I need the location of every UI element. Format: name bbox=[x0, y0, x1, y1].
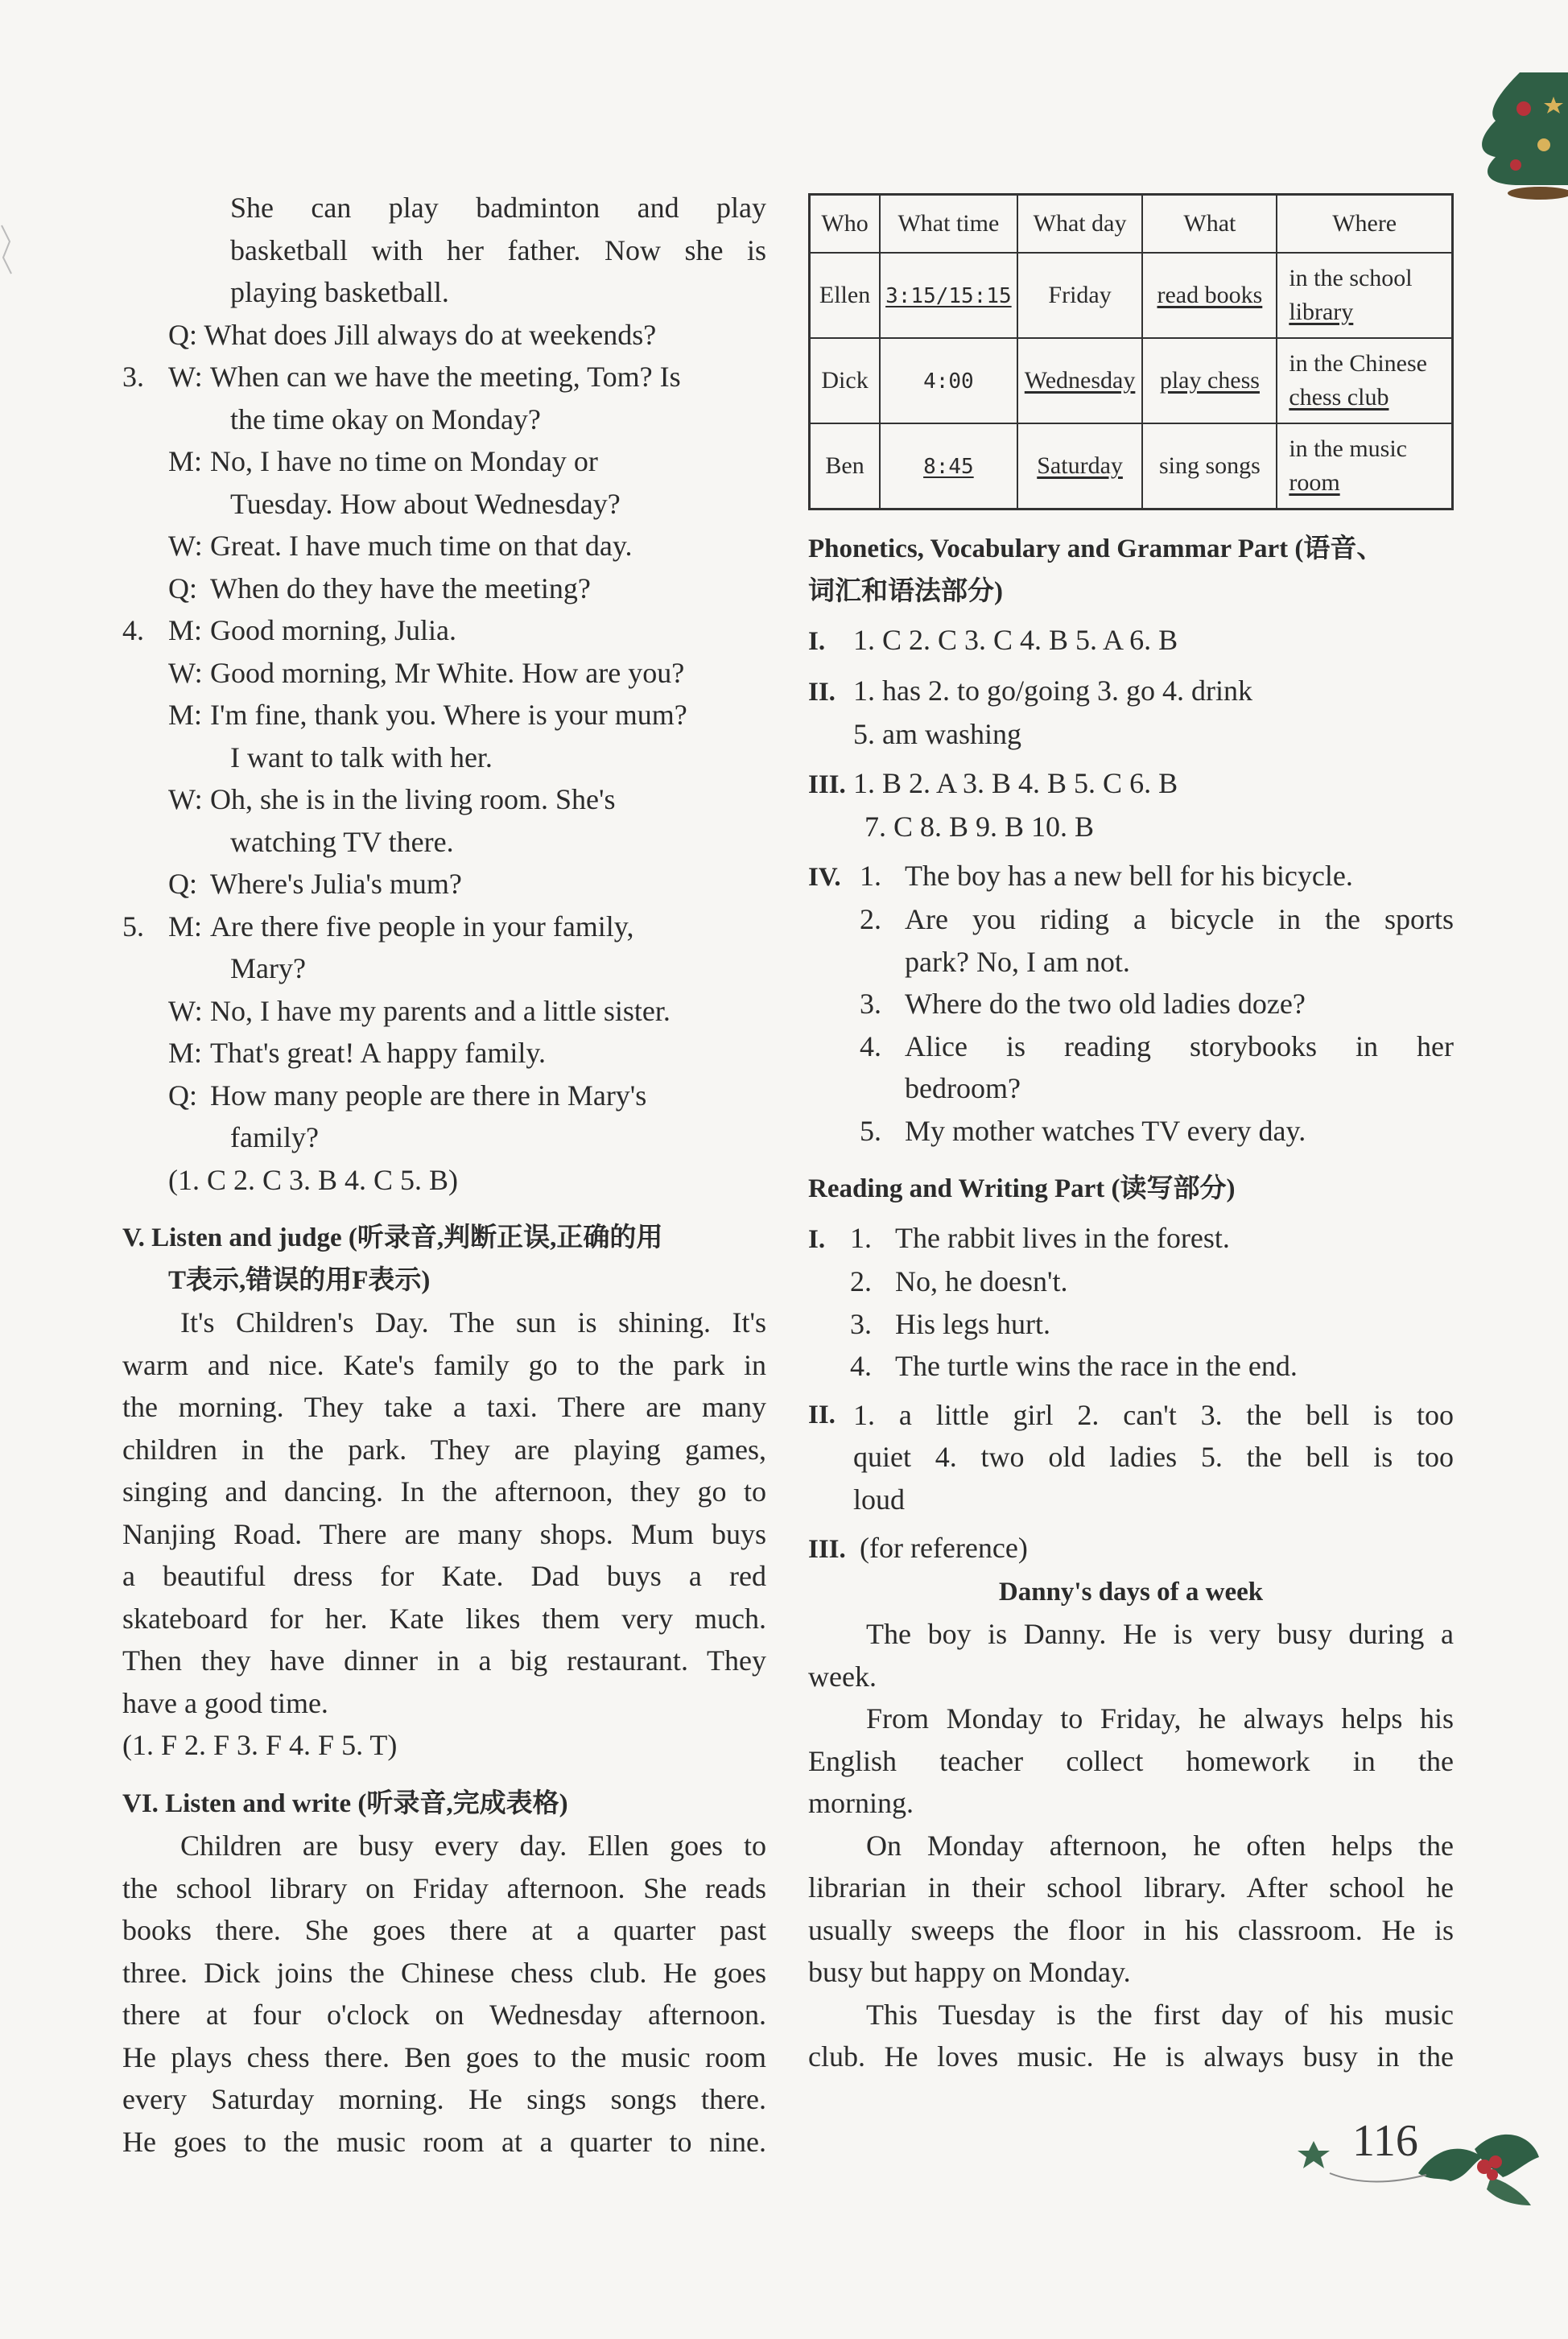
where-line: library bbox=[1289, 299, 1354, 325]
section-heading: VI. Listen and write (听录音,完成表格) bbox=[122, 1788, 568, 1818]
text-line: singing and dancing. In the afternoon, they go to bbox=[122, 1475, 766, 1508]
table-cell: Ellen bbox=[810, 253, 881, 338]
answer-line: 1. C 2. C 3. C 4. B 5. A 6. B bbox=[853, 624, 1178, 656]
table-header-cell: Where bbox=[1277, 195, 1452, 254]
table-cell bbox=[1142, 253, 1277, 338]
item-number: 2. bbox=[860, 903, 881, 935]
right-column bbox=[808, 193, 1454, 2078]
item-number: 2. bbox=[850, 1265, 872, 1297]
section-phonetics-vocab-grammar bbox=[808, 528, 1454, 1152]
section-v bbox=[122, 1217, 766, 1767]
essay-line: week. bbox=[808, 1660, 877, 1693]
table-cell bbox=[1017, 423, 1143, 509]
table-cell bbox=[880, 253, 1017, 338]
speaker-label: M: bbox=[168, 699, 203, 731]
page-fold-mark-icon bbox=[0, 217, 16, 290]
table-header-row bbox=[810, 195, 1453, 254]
answer-line: Are you riding a bicycle in the sports bbox=[905, 903, 1454, 935]
page-number-badge bbox=[1298, 2101, 1555, 2213]
section-heading: Reading and Writing Part (读写部分) bbox=[808, 1174, 1236, 1203]
dialogue-5 bbox=[122, 905, 766, 1159]
table-cell bbox=[1142, 338, 1277, 423]
answer-day: Wednesday bbox=[1024, 367, 1136, 394]
answer-line: My mother watches TV every day. bbox=[905, 1114, 1306, 1147]
text-line: Mary? bbox=[230, 952, 306, 984]
table-cell: Ben bbox=[810, 423, 881, 509]
text-line: No, I have no time on Monday or bbox=[210, 445, 598, 477]
section-heading: V. Listen and judge (听录音,判断正误,正确的用 bbox=[122, 1223, 663, 1252]
item-number: 3. bbox=[860, 988, 881, 1020]
speaker-label: M: bbox=[168, 1037, 203, 1069]
answer-line: The turtle wins the race in the end. bbox=[895, 1350, 1298, 1382]
table-row bbox=[810, 253, 1453, 338]
answer-line: 7. C 8. B 9. B 10. B bbox=[864, 811, 1095, 843]
table-row bbox=[810, 423, 1453, 509]
item-number: 4. bbox=[860, 1029, 881, 1062]
table-cell bbox=[1277, 253, 1452, 338]
text-line: Good morning, Mr White. How are you? bbox=[210, 656, 685, 689]
essay-line: morning. bbox=[808, 1787, 914, 1819]
speaker-label: M: bbox=[168, 614, 203, 646]
text-line: books there. She goes there at a quarter past bbox=[122, 1914, 766, 1946]
text-line: children in the park. They are playing games, bbox=[122, 1433, 766, 1466]
item-number: 3. bbox=[850, 1307, 872, 1340]
table-header-cell: What time bbox=[880, 195, 1017, 254]
item-number: 4. bbox=[850, 1350, 872, 1382]
item-number: 1. bbox=[860, 859, 881, 892]
speaker-label: Q: bbox=[168, 1079, 197, 1112]
text-line: have a good time. bbox=[122, 1686, 328, 1719]
table-cell bbox=[880, 423, 1017, 509]
text-line: playing basketball. bbox=[230, 276, 449, 308]
table-cell bbox=[1277, 423, 1452, 509]
answer-line: quiet 4. two old ladies 5. the bell is too bbox=[853, 1441, 1454, 1473]
part-label: I. bbox=[808, 1224, 826, 1254]
text-line: Where's Julia's mum? bbox=[210, 868, 462, 900]
essay-line: This Tuesday is the first day of his music bbox=[866, 1998, 1454, 2031]
table-cell bbox=[880, 338, 1017, 423]
speaker-label: M: bbox=[168, 910, 203, 943]
table-header-cell: What bbox=[1142, 195, 1277, 254]
answer-activity: read books bbox=[1157, 282, 1263, 308]
where-line: room bbox=[1289, 469, 1340, 496]
text-line: skateboard for her. Kate likes them very much. bbox=[122, 1602, 766, 1635]
answer-line: No, he doesn't. bbox=[895, 1265, 1068, 1297]
text-line: Then they have dinner in a big restaurant. They bbox=[122, 1644, 766, 1677]
item-number: 5. bbox=[122, 910, 144, 943]
table-cell: Friday bbox=[1017, 253, 1143, 338]
answer-time: 3:15/15:15 bbox=[885, 283, 1012, 308]
answer-line: bedroom? bbox=[905, 1072, 1021, 1104]
speaker-label: Q: bbox=[168, 571, 197, 604]
table-cell bbox=[1277, 338, 1452, 423]
table-cell: sing songs bbox=[1142, 423, 1277, 509]
text-line: When do they have the meeting? bbox=[210, 571, 591, 604]
answer-line: park? No, I am not. bbox=[905, 945, 1130, 978]
where-line: in the Chinese bbox=[1289, 350, 1427, 377]
item-number: 1. bbox=[850, 1221, 872, 1254]
section-reading-writing bbox=[808, 1168, 1454, 2078]
answer-note: (for reference) bbox=[860, 1532, 1028, 1564]
answer-line: Where do the two old ladies doze? bbox=[905, 988, 1306, 1020]
speaker-label: M: bbox=[168, 445, 203, 477]
text-line: Oh, she is in the living room. She's bbox=[210, 783, 616, 815]
answer-key-iv: (1. C 2. C 3. B 4. C 5. B) bbox=[168, 1163, 459, 1196]
text-line: warm and nice. Kate's family go to the park in bbox=[122, 1348, 766, 1381]
section-heading: 词汇和语法部分) bbox=[808, 576, 1003, 606]
text-line: the morning. They take a taxi. There are many bbox=[122, 1391, 766, 1423]
schedule-table bbox=[808, 193, 1454, 510]
table-row bbox=[810, 338, 1453, 423]
holly-decoration-icon bbox=[1298, 2101, 1555, 2213]
part-label: II. bbox=[808, 1400, 836, 1429]
dialogue-3 bbox=[122, 356, 766, 609]
speaker-label: Q: bbox=[168, 868, 197, 900]
answer-activity: play chess bbox=[1159, 367, 1260, 394]
text-line: I want to talk with her. bbox=[230, 740, 493, 773]
speaker-label: W: bbox=[168, 994, 203, 1027]
text-line: I'm fine, thank you. Where is your mum? bbox=[210, 699, 687, 731]
item-number: 4. bbox=[122, 614, 144, 646]
dialogue-4 bbox=[122, 609, 766, 905]
essay-title: Danny's days of a week bbox=[998, 1577, 1264, 1607]
speaker-label: W: bbox=[168, 783, 203, 815]
essay-line: usually sweeps the floor in his classroom. He is bbox=[808, 1913, 1454, 1946]
table-header-cell: Who bbox=[810, 195, 881, 254]
text-line: Children are busy every day. Ellen goes to bbox=[180, 1830, 766, 1862]
answer-time: 8:45 bbox=[923, 454, 974, 479]
text-line: She can play badminton and play bbox=[230, 192, 766, 224]
text-line: When can we have the meeting, Tom? Is bbox=[210, 361, 681, 393]
question-2: Q: What does Jill always do at weekends? bbox=[168, 318, 657, 351]
text-line: That's great! A happy family. bbox=[210, 1037, 547, 1069]
christmas-tree-decoration-icon bbox=[1463, 64, 1568, 209]
speaker-label: W: bbox=[168, 656, 203, 689]
answer-line: The boy has a new bell for his bicycle. bbox=[905, 859, 1353, 892]
answer-line: 1. a little girl 2. can't 3. the bell is too bbox=[853, 1398, 1454, 1431]
text-line: basketball with her father. Now she is bbox=[230, 233, 766, 266]
answer-line: The rabbit lives in the forest. bbox=[895, 1221, 1230, 1254]
left-column bbox=[122, 187, 766, 2163]
text-line: there at four o'clock on Wednesday afternoon. bbox=[122, 1999, 766, 2031]
text-line: He goes to the music room at a quarter to nine. bbox=[122, 2125, 766, 2158]
answer-line: 5. am washing bbox=[853, 718, 1021, 750]
text-line: Good morning, Julia. bbox=[210, 614, 456, 646]
part-label: IV. bbox=[808, 862, 841, 892]
answer-line: loud bbox=[853, 1483, 906, 1516]
text-line: watching TV there. bbox=[230, 825, 454, 858]
part-label: III. bbox=[808, 1535, 846, 1564]
essay-line: From Monday to Friday, he always helps his bbox=[866, 1702, 1454, 1735]
essay-line: club. He loves music. He is always busy in the bbox=[808, 2040, 1454, 2073]
item-number: 5. bbox=[860, 1114, 881, 1147]
text-line: every Saturday morning. He sings songs there. bbox=[122, 2083, 766, 2115]
answer-day: Saturday bbox=[1037, 452, 1123, 479]
essay-line: busy but happy on Monday. bbox=[808, 1956, 1131, 1988]
answer-line: 1. B 2. A 3. B 4. B 5. C 6. B bbox=[853, 766, 1178, 799]
where-line: chess club bbox=[1289, 384, 1389, 410]
part-label: II. bbox=[808, 677, 836, 707]
text-line: a beautiful dress for Kate. Dad buys a red bbox=[122, 1560, 766, 1592]
section-vi bbox=[122, 1783, 766, 2164]
text-line: Nanjing Road. There are many shops. Mum buys bbox=[122, 1517, 766, 1550]
text-line: He plays chess there. Ben goes to the music room bbox=[122, 2040, 766, 2073]
text-line: the school library on Friday afternoon. She reads bbox=[122, 1871, 766, 1904]
answer-key-v: (1. F 2. F 3. F 4. F 5. T) bbox=[122, 1729, 398, 1761]
text-line: the time okay on Monday? bbox=[230, 402, 541, 435]
text-line: Are there five people in your family, bbox=[210, 910, 634, 943]
answer-line: 1. has 2. to go/going 3. go 4. drink bbox=[853, 674, 1252, 707]
answer-time: 4:00 bbox=[923, 369, 974, 394]
text-line: It's Children's Day. The sun is shining. It's bbox=[180, 1306, 766, 1339]
text-line: Tuesday. How about Wednesday? bbox=[230, 487, 621, 520]
table-header-cell: What day bbox=[1017, 195, 1143, 254]
speaker-label: W: bbox=[168, 530, 203, 562]
section-heading: T表示,错误的用F表示) bbox=[168, 1265, 431, 1295]
text-line: No, I have my parents and a little sister. bbox=[210, 994, 671, 1027]
answer-line: His legs hurt. bbox=[895, 1307, 1050, 1340]
table-cell: Dick bbox=[810, 338, 881, 423]
dialogue-2-continued bbox=[122, 187, 766, 314]
text-line: family? bbox=[230, 1121, 319, 1153]
speaker-label: W: bbox=[168, 361, 203, 393]
essay-line: English teacher collect homework in the bbox=[808, 1744, 1454, 1777]
part-label: III. bbox=[808, 769, 846, 799]
where-line: in the school bbox=[1289, 265, 1413, 291]
answer-line: Alice is reading storybooks in her bbox=[905, 1029, 1454, 1062]
text-line: How many people are there in Mary's bbox=[210, 1079, 647, 1112]
page-number: 116 bbox=[1352, 2116, 1418, 2166]
item-number: 3. bbox=[122, 361, 144, 393]
part-label: I. bbox=[808, 627, 826, 656]
text-line: three. Dick joins the Chinese chess club. He goes bbox=[122, 1956, 766, 1989]
text-line: Great. I have much time on that day. bbox=[210, 530, 633, 562]
essay-line: On Monday afternoon, he often helps the bbox=[866, 1829, 1454, 1862]
essay-line: The boy is Danny. He is very busy during a bbox=[866, 1618, 1454, 1650]
where-line: in the music bbox=[1289, 435, 1407, 462]
essay-line: librarian in their school library. After school he bbox=[808, 1871, 1454, 1904]
section-heading: Phonetics, Vocabulary and Grammar Part (语音、 bbox=[808, 534, 1384, 563]
table-cell bbox=[1017, 338, 1143, 423]
